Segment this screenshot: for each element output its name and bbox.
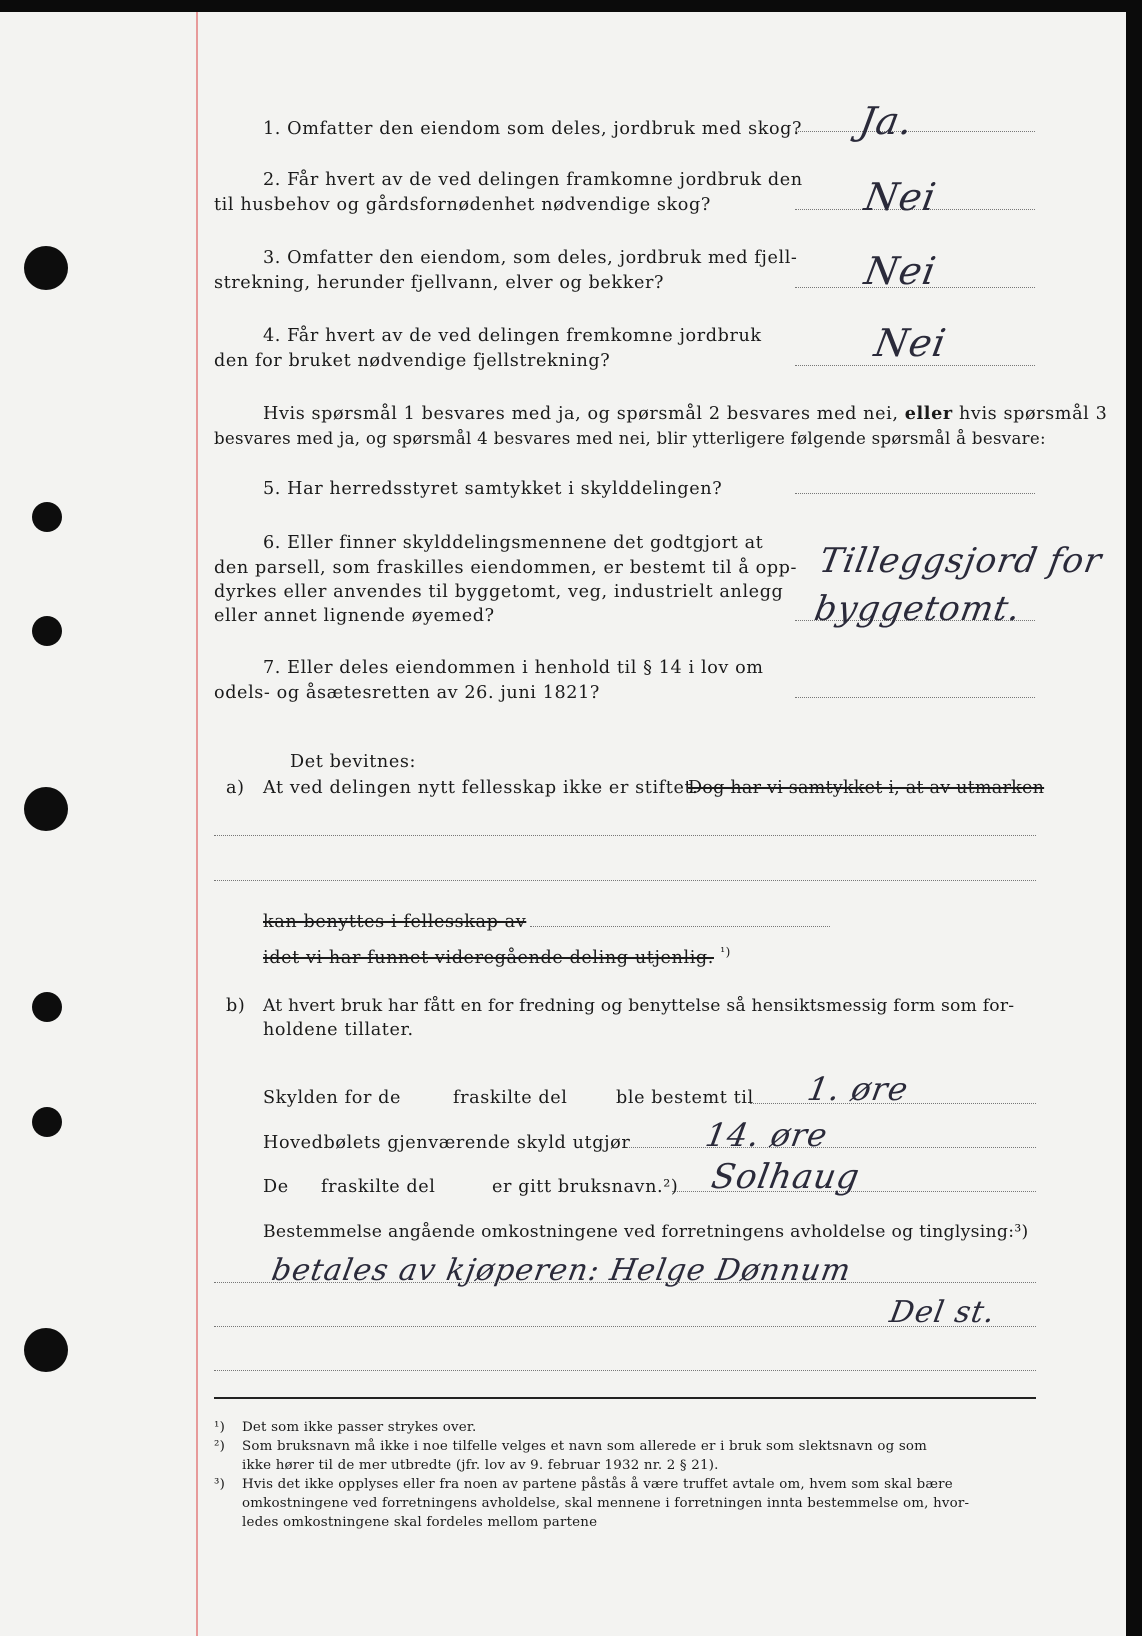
question-2-line-1: 2. Får hvert av de ved delingen framkomne jordbruk den — [263, 170, 803, 190]
footnote-3-line-2: omkostningene ved forretningens avholdelse, skal mennene i forretningen innta bestemmelse om, hvor- — [242, 1496, 970, 1511]
question-2-line-2: til husbehov og gårdsfornødenhet nødvendige skog? — [214, 195, 711, 215]
footnote-2-mark: ²) — [214, 1439, 225, 1454]
question-6-line-4: eller annet lignende øyemed? — [214, 606, 495, 626]
skyld-answer-line-2 — [627, 1147, 1036, 1148]
skyld-answer-line-4 — [214, 1282, 1036, 1283]
question-6-line-2: den parsell, som fraskilles eiendommen, er bestemt til å opp- — [214, 558, 798, 578]
footnote-3-line-3: ledes omkostningene skal fordeles mellom partene — [242, 1515, 598, 1530]
answer-3: Nei — [861, 249, 940, 293]
condition-text-part-a: Hvis spørsmål 1 besvares med ja, og spørsmål 2 besvares med nei, — [263, 404, 899, 424]
question-7-line-1: 7. Eller deles eiendommen i henhold til § 14 i lov om — [263, 658, 764, 678]
attest-b-label: b) — [226, 996, 246, 1016]
question-3-line-1: 3. Omfatter den eiendom, som deles, jordbruk med fjell- — [263, 248, 798, 268]
skyld-line-3-part-1: De — [263, 1177, 289, 1197]
binder-hole — [32, 502, 62, 532]
answer-4: Nei — [871, 321, 950, 365]
skyld-line-2-label: Hovedbølets gjenværende skyld utgjør — [263, 1133, 631, 1153]
blank-line — [214, 880, 1036, 881]
binder-hole — [32, 992, 62, 1022]
footnote-1: Det som ikke passer strykes over. — [242, 1420, 477, 1435]
footnote-divider — [214, 1397, 1036, 1399]
blank-line — [214, 1326, 1036, 1327]
answer-1: Ja. — [856, 99, 917, 143]
answer-6-line-1: Tilleggsjord for — [816, 541, 1106, 581]
answer-line-1 — [795, 131, 1035, 132]
answer-line-7 — [795, 697, 1035, 698]
struck-line-2-text: idet vi har funnet videregående deling utjenlig. — [263, 947, 714, 968]
footnote-3-mark: ³) — [214, 1477, 225, 1492]
attest-a-struck-text: Dog har vi samtykket i, at av utmarken — [688, 778, 1045, 798]
attest-b-line-1: At hvert bruk har fått en for fredning og benyttelse så hensiktsmessig form som for- — [263, 996, 1015, 1016]
footnote-1-mark: ¹) — [214, 1420, 225, 1435]
footnote-2-line-1: Som bruksnavn må ikke i noe tilfelle velges et navn som allerede er i bruk som slektsnavn og som — [242, 1439, 928, 1454]
binder-hole — [24, 246, 68, 290]
skyld-line-3-part-3: er gitt bruksnavn.²) — [492, 1177, 679, 1197]
struck-line-2 — [263, 941, 731, 969]
skyld-answer-4-line-1: betales av kjøperen: Helge Dønnum — [269, 1253, 854, 1288]
question-1: 1. Omfatter den eiendom som deles, jordbruk med skog? — [263, 119, 803, 139]
question-4-line-1: 4. Får hvert av de ved delingen fremkomne jordbruk — [263, 326, 762, 346]
condition-text-line-1 — [263, 403, 1107, 425]
skyld-line-4-label: Bestemmelse angående omkostningene ved forretningens avholdelse og tinglysing:³) — [263, 1222, 1029, 1242]
binder-hole — [24, 1328, 68, 1372]
skyld-answer-1: 1. øre — [804, 1070, 912, 1108]
question-6-line-1: 6. Eller finner skylddelingsmennene det godtgjort at — [263, 533, 764, 553]
question-5: 5. Har herredsstyret samtykket i skylddelingen? — [263, 479, 723, 499]
blank-line — [214, 835, 1036, 836]
attest-heading: Det bevitnes: — [290, 752, 416, 772]
question-4-line-2: den for bruket nødvendige fjellstrekning? — [214, 351, 611, 371]
footnote-ref-1: ¹) — [720, 945, 731, 959]
skyld-line-1-part-2: fraskilte del — [453, 1088, 568, 1108]
answer-line-4 — [795, 365, 1035, 366]
skyld-line-1-part-3: ble bestemt til — [616, 1088, 754, 1108]
skyld-answer-3: Solhaug — [708, 1157, 863, 1197]
skyld-answer-4-line-2: Del st. — [887, 1295, 999, 1330]
condition-text-part-c: hvis spørsmål 3 — [958, 404, 1108, 424]
condition-text-line-2: besvares med ja, og spørsmål 4 besvares med nei, blir ytterligere følgende spørsmål å besvare: — [214, 429, 1046, 448]
binder-hole — [32, 1107, 62, 1137]
attest-a-label: a) — [226, 778, 245, 798]
red-margin-line — [196, 12, 198, 1636]
question-6-line-3: dyrkes eller anvendes til byggetomt, veg, industrielt anlegg — [214, 582, 784, 602]
condition-text-emphasis: eller — [904, 403, 953, 424]
blank-line — [530, 926, 830, 927]
binder-hole — [32, 616, 62, 646]
answer-2: Nei — [861, 175, 940, 219]
question-7-line-2: odels- og åsætesretten av 26. juni 1821? — [214, 683, 600, 703]
answer-line-5 — [795, 493, 1035, 494]
skyld-line-3-part-2: fraskilte del — [321, 1177, 436, 1197]
question-3-line-2: strekning, herunder fjellvann, elver og bekker? — [214, 273, 665, 293]
attest-a-text: At ved delingen nytt fellesskap ikke er stiftet. — [263, 778, 699, 798]
binder-hole — [24, 787, 68, 831]
blank-line — [214, 1370, 1036, 1371]
struck-line-1: kan benyttes i fellesskap av — [263, 912, 527, 932]
footnote-3-line-1: Hvis det ikke opplyses eller fra noen av partene påstås å være truffet avtale om, hvem som skal bære — [242, 1477, 953, 1492]
answer-6-line-2: byggetomt. — [811, 589, 1024, 629]
footnote-2-line-2: ikke hører til de mer utbredte (jfr. lov av 9. februar 1932 nr. 2 § 21). — [242, 1458, 719, 1473]
skyld-line-1-part-1: Skylden for de — [263, 1088, 402, 1108]
attest-b-line-2: holdene tillater. — [263, 1020, 414, 1040]
skyld-answer-2: 14. øre — [702, 1116, 831, 1154]
